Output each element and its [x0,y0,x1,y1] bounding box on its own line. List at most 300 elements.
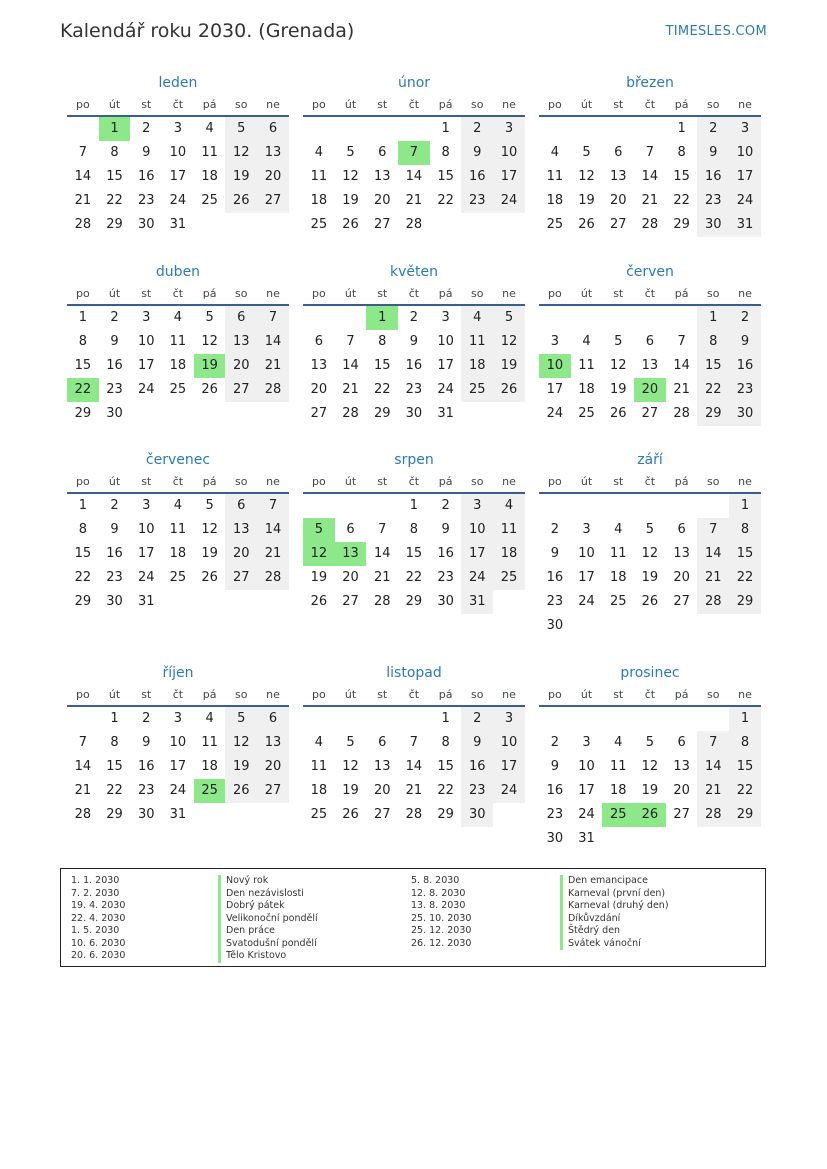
day-cell: 16 [405,358,423,373]
day-cell: 21 [74,193,92,208]
day-cell: 27 [257,779,289,803]
month-květen [303,262,525,426]
legend-holiday-name: Svátek vánoční [560,938,669,951]
weekday-label: čt [172,98,184,111]
weekday-label: út [344,98,357,111]
day-cell: 24 [461,566,493,590]
week-row [303,354,525,378]
day-cell: 30 [697,213,729,237]
day-cell: 18 [609,570,627,585]
day-cell: 2 [550,522,559,537]
day-cell: 31 [729,213,761,237]
empty-cell [571,707,603,731]
day-cell: 1 [78,310,87,325]
weekday-label: ne [266,98,280,111]
empty-cell [335,707,367,731]
day-cell: 18 [609,783,627,798]
day-cell: 14 [257,330,289,354]
day-cell: 28 [257,566,289,590]
day-cell: 31 [578,831,595,846]
week-row [67,803,289,827]
day-cell: 11 [609,759,627,774]
day-cell: 17 [493,755,525,779]
day-cell: 15 [373,358,391,373]
weekday-label: pá [674,475,689,488]
week-row [539,378,761,402]
day-cell: 22 [106,783,123,798]
day-cell: 18 [201,759,218,774]
empty-cell [602,306,634,330]
day-cell: 8 [409,522,419,537]
day-cell: 1 [78,498,87,513]
day-cell: 27 [257,189,289,213]
day-cell: 24 [546,406,564,421]
day-cell: 5 [582,145,591,160]
day-cell: 5 [645,522,655,537]
day-cell: 8 [697,330,729,354]
day-cell: 16 [437,546,454,561]
weekday-label: po [311,688,326,701]
day-cell: 24 [493,779,525,803]
month-name: červen [626,264,674,280]
day-cell: 2 [697,117,729,141]
day-cell: 24 [137,382,155,397]
day-cell: 9 [409,334,419,349]
day-cell: 31 [437,406,454,421]
day-cell: 22 [673,193,690,208]
weekday-header [303,470,525,494]
day-cell: 19 [493,354,525,378]
empty-cell [571,306,603,330]
day-cell: 28 [405,807,423,822]
weekday-label: po [75,98,90,111]
weekday-label: so [707,688,720,701]
weekday-label: st [613,98,624,111]
day-cell: 28 [697,590,729,614]
day-cell: 11 [169,522,187,537]
month-červenec [67,450,289,614]
week-row [539,189,761,213]
day-cell: 20 [257,165,289,189]
legend-holiday-name: Díkůvzdání [560,913,669,926]
day-cell: 8 [677,145,686,160]
day-cell: 7 [257,494,289,518]
month-prosinec [539,663,761,851]
day-cell: 5 [205,498,214,513]
weekday-label: pá [438,688,453,701]
legend-holiday-name: Štědrý den [560,925,669,938]
day-cell: 19 [578,193,595,208]
day-cell: 14 [697,542,729,566]
empty-cell [493,402,525,426]
day-cell: 27 [310,406,328,421]
day-cell: 5 [614,334,623,349]
day-cell: 7 [257,306,289,330]
empty-cell [602,614,634,638]
week-row [303,803,525,827]
day-cell: 9 [110,334,119,349]
weekday-header [67,93,289,117]
legend-right-names [560,875,669,950]
empty-cell [366,494,398,518]
weekday-label: pá [202,287,217,300]
day-cell: 23 [546,594,564,609]
weekday-label: pá [438,98,453,111]
day-cell: 4 [173,498,183,513]
day-cell: 22 [729,566,761,590]
day-cell: 2 [110,498,119,513]
day-cell: 5 [225,117,257,141]
day-cell: 24 [578,807,595,822]
day-cell: 14 [641,169,659,184]
day-cell: 25 [493,566,525,590]
weekday-label: pá [674,287,689,300]
day-cell: 9 [461,731,493,755]
empty-cell [225,402,257,426]
site-name[interactable]: TIMESLES.COM [665,24,767,39]
legend-holiday-name: Den emancipace [560,875,669,888]
weekday-label: út [580,475,593,488]
day-cell: 20 [225,354,257,378]
day-cell: 11 [461,330,493,354]
empty-cell [257,402,289,426]
day-cell: 2 [142,711,151,726]
legend-holiday-name: Nový rok [218,875,318,888]
day-cell: 24 [729,189,761,213]
month-březen [539,73,761,237]
day-cell: 29 [74,406,92,421]
weekday-label: ne [738,688,752,701]
legend-left-dates [71,875,125,963]
day-cell: 28 [641,217,659,232]
day-cell: 1 [729,707,761,731]
empty-cell [697,707,729,731]
empty-cell [335,306,367,330]
day-cell: 16 [137,169,155,184]
empty-cell [634,707,666,731]
day-cell: 29 [729,590,761,614]
day-cell: 21 [673,382,690,397]
day-cell: 25 [194,779,226,803]
day-cell: 30 [106,406,123,421]
weekday-label: po [547,287,562,300]
day-cell: 23 [729,378,761,402]
day-cell: 10 [493,141,525,165]
empty-cell [461,213,493,237]
empty-cell [571,117,603,141]
day-cell: 13 [373,169,391,184]
day-cell: 23 [437,570,454,585]
day-cell: 5 [645,735,655,750]
day-cell: 14 [74,169,92,184]
day-cell: 25 [169,382,187,397]
week-row [539,330,761,354]
month-srpen [303,450,525,614]
legend-date: 26. 12. 2030 [411,937,472,949]
week-row [67,117,289,141]
day-cell: 10 [539,354,571,378]
day-cell: 26 [342,807,359,822]
day-cell: 5 [493,306,525,330]
week-row [539,518,761,542]
day-cell: 18 [461,354,493,378]
day-cell: 17 [578,783,595,798]
day-cell: 16 [697,165,729,189]
legend-date: 1. 5. 2030 [71,925,120,936]
empty-cell [666,707,698,731]
day-cell: 13 [609,169,627,184]
empty-cell [666,306,698,330]
weekday-label: st [141,287,152,300]
day-cell: 11 [201,145,218,160]
empty-cell [539,306,571,330]
legend-date: 12. 8. 2030 [411,887,466,899]
empty-cell [194,213,226,237]
day-cell: 29 [697,402,729,426]
day-cell: 29 [437,807,454,822]
week-row [303,165,525,189]
day-cell: 28 [673,406,690,421]
day-cell: 28 [373,594,391,609]
day-cell: 19 [310,570,328,585]
legend-date: 7. 2. 2030 [71,887,120,899]
weekday-label: pá [202,98,217,111]
week-row [539,707,761,731]
day-cell: 11 [169,334,187,349]
empty-cell [194,590,226,614]
day-cell: 13 [257,731,289,755]
day-cell: 25 [169,570,187,585]
day-cell: 10 [137,334,155,349]
day-cell: 23 [106,570,123,585]
day-cell: 6 [346,522,355,537]
weekday-label: so [707,98,720,111]
empty-cell [225,803,257,827]
weekday-label: pá [438,475,453,488]
weekday-label: st [141,98,152,111]
month-září [539,450,761,638]
weekday-label: so [707,287,720,300]
day-cell: 1 [729,494,761,518]
day-cell: 13 [673,759,690,774]
day-cell: 6 [314,334,323,349]
day-cell: 3 [729,117,761,141]
day-cell: 27 [342,594,359,609]
legend-holiday-name: Den práce [218,925,318,938]
week-row [303,566,525,590]
weekday-label: út [108,688,121,701]
weekday-label: st [377,98,388,111]
day-cell: 18 [310,193,328,208]
day-cell: 15 [673,169,690,184]
day-cell: 19 [342,193,359,208]
weekday-label: po [547,475,562,488]
week-row [539,566,761,590]
day-cell: 1 [441,711,450,726]
weekday-label: po [75,287,90,300]
month-name: leden [158,75,198,91]
weekday-label: út [580,98,593,111]
empty-cell [697,827,729,851]
month-listopad [303,663,525,827]
month-name: srpen [394,452,434,468]
day-cell: 15 [437,169,454,184]
legend-holiday-name: Velikonoční pondělí [218,913,318,926]
day-cell: 12 [641,546,659,561]
empty-cell [335,494,367,518]
day-cell: 1 [409,498,419,513]
week-row [67,518,289,542]
day-cell: 4 [314,145,323,160]
day-cell: 27 [609,217,627,232]
day-cell: 14 [405,759,423,774]
day-cell: 26 [342,217,359,232]
empty-cell [225,213,257,237]
day-cell: 10 [169,145,187,160]
weekday-header [67,470,289,494]
legend-date: 1. 1. 2030 [71,875,120,886]
day-cell: 26 [609,406,627,421]
day-cell: 18 [169,546,187,561]
day-cell: 4 [582,334,591,349]
day-cell: 9 [729,330,761,354]
day-cell: 20 [373,193,391,208]
day-cell: 7 [78,145,87,160]
day-cell: 23 [137,193,155,208]
day-cell: 30 [461,803,493,827]
weekday-label: čt [644,475,656,488]
day-cell: 25 [578,406,595,421]
empty-cell [666,614,698,638]
weekday-label: út [108,475,121,488]
weekday-label: čt [408,475,420,488]
legend-date: 20. 6. 2030 [71,950,126,961]
day-cell: 28 [257,378,289,402]
weekday-label: po [75,688,90,701]
day-cell: 5 [205,310,214,325]
empty-cell [539,117,571,141]
day-cell: 16 [106,358,123,373]
day-cell: 1 [366,306,398,330]
day-cell: 16 [546,783,564,798]
week-row [303,755,525,779]
day-cell: 21 [342,382,359,397]
day-cell: 2 [729,306,761,330]
day-cell: 12 [303,542,335,566]
empty-cell [257,803,289,827]
day-cell: 22 [106,193,123,208]
weekday-header [303,683,525,707]
weekday-label: čt [172,287,184,300]
day-cell: 16 [106,546,123,561]
day-cell: 27 [373,217,391,232]
day-cell: 13 [673,546,690,561]
legend-holiday-name: Den nezávislosti [218,888,318,901]
legend-holiday-name: Svatodušní pondělí [218,938,318,951]
day-cell: 15 [74,358,92,373]
day-cell: 17 [437,358,454,373]
day-cell: 8 [110,145,119,160]
day-cell: 11 [201,735,218,750]
day-cell: 8 [729,731,761,755]
day-cell: 10 [578,759,595,774]
week-row [303,731,525,755]
day-cell: 9 [697,141,729,165]
day-cell: 26 [225,189,257,213]
day-cell: 20 [373,783,391,798]
weekday-label: po [75,475,90,488]
week-row [303,542,525,566]
weekday-header [67,282,289,306]
legend-left-names [218,875,318,963]
day-cell: 23 [405,382,423,397]
day-cell: 23 [461,779,493,803]
legend-date: 25. 12. 2030 [411,925,472,936]
day-cell: 5 [225,707,257,731]
week-row [303,141,525,165]
day-cell: 12 [225,141,257,165]
weekday-label: st [141,688,152,701]
empty-cell [257,590,289,614]
day-cell: 25 [201,193,218,208]
weekday-label: pá [202,688,217,701]
day-cell: 4 [493,494,525,518]
week-row [303,189,525,213]
day-cell: 8 [441,145,450,160]
day-cell: 9 [110,522,119,537]
weekday-label: so [471,688,484,701]
holiday-legend [60,868,766,967]
weekday-label: út [108,287,121,300]
week-row [303,779,525,803]
week-row [539,165,761,189]
empty-cell [303,306,335,330]
empty-cell [602,494,634,518]
day-cell: 7 [378,522,387,537]
day-cell: 3 [173,711,183,726]
month-name: prosinec [620,665,680,681]
weekday-label: ne [738,287,752,300]
day-cell: 17 [493,165,525,189]
weekday-label: so [235,287,248,300]
day-cell: 9 [461,141,493,165]
day-cell: 31 [461,590,493,614]
day-cell: 18 [493,542,525,566]
weekday-label: ne [266,287,280,300]
empty-cell [634,117,666,141]
day-cell: 24 [137,570,155,585]
month-duben [67,262,289,426]
day-cell: 25 [609,594,627,609]
day-cell: 24 [493,189,525,213]
weekday-label: út [108,98,121,111]
day-cell: 16 [137,759,155,774]
day-cell: 28 [74,807,92,822]
day-cell: 14 [405,169,423,184]
day-cell: 26 [641,594,659,609]
day-cell: 10 [578,546,595,561]
week-row [539,494,761,518]
empty-cell [634,306,666,330]
weekday-label: pá [202,475,217,488]
day-cell: 6 [378,145,387,160]
empty-cell [602,117,634,141]
day-cell: 4 [314,735,323,750]
day-cell: 19 [225,165,257,189]
day-cell: 20 [225,542,257,566]
month-name: únor [397,75,431,91]
week-row [303,590,525,614]
